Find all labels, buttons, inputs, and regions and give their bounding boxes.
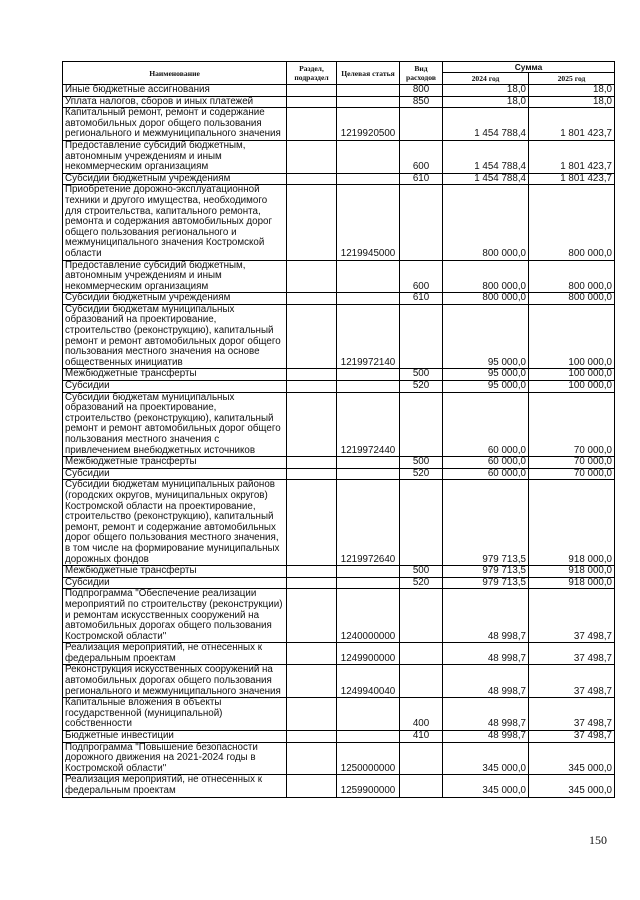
row-name: Уплата налогов, сборов и иных платежей bbox=[63, 96, 287, 108]
row-target: 1219945000 bbox=[337, 185, 400, 260]
row-sum-2025: 100 000,0 bbox=[529, 304, 615, 369]
row-section bbox=[287, 665, 337, 698]
row-sum-2025: 18,0 bbox=[529, 96, 615, 108]
row-name: Субсидии бюджетным учреждениям bbox=[63, 173, 287, 185]
header-year-2024: 2024 год bbox=[443, 73, 529, 85]
table-row bbox=[63, 392, 615, 457]
table-row bbox=[63, 108, 615, 141]
row-name: Реконструкция искусственных сооружений на автомобильных дорогах общего пользования регионального и межмуниципального значения bbox=[63, 665, 287, 698]
table-row bbox=[63, 457, 615, 469]
row-name: Субсидии бюджетным учреждениям bbox=[63, 293, 287, 305]
row-target: 1249940040 bbox=[337, 665, 400, 698]
table-row bbox=[63, 698, 615, 731]
row-name: Приобретение дорожно-эксплуатационной техники и другого имущества, необходимого для строительства, капитального ремонта, ремонта и содержания автомобильных дорог общего пользования регионального и межмуниципального значения Костромской области bbox=[63, 185, 287, 260]
row-sum-2025: 345 000,0 bbox=[529, 742, 615, 775]
row-target: 1219972440 bbox=[337, 392, 400, 457]
row-kind: 520 bbox=[400, 468, 443, 480]
header-sum: Сумма bbox=[443, 62, 615, 73]
row-sum-2024: 800 000,0 bbox=[443, 185, 529, 260]
row-section bbox=[287, 480, 337, 566]
row-name: Реализация мероприятий, не отнесенных к федеральным проектам bbox=[63, 775, 287, 797]
row-sum-2024: 48 998,7 bbox=[443, 643, 529, 665]
row-name: Капитальные вложения в объекты государственной (муниципальной) собственности bbox=[63, 698, 287, 731]
page-number: 150 bbox=[589, 833, 607, 847]
row-sum-2025: 918 000,0 bbox=[529, 480, 615, 566]
row-sum-2025: 800 000,0 bbox=[529, 185, 615, 260]
table-row bbox=[63, 589, 615, 643]
row-target: 1219920500 bbox=[337, 108, 400, 141]
row-sum-2024: 95 000,0 bbox=[443, 381, 529, 393]
row-kind bbox=[400, 480, 443, 566]
table-row bbox=[63, 260, 615, 293]
row-sum-2024: 60 000,0 bbox=[443, 392, 529, 457]
table-row bbox=[63, 468, 615, 480]
row-section bbox=[287, 566, 337, 578]
row-kind: 400 bbox=[400, 698, 443, 731]
row-sum-2025: 100 000,0 bbox=[529, 381, 615, 393]
table-row bbox=[63, 731, 615, 743]
row-section bbox=[287, 140, 337, 173]
row-sum-2025: 1 801 423,7 bbox=[529, 108, 615, 141]
row-section bbox=[287, 775, 337, 797]
row-kind bbox=[400, 643, 443, 665]
row-sum-2025: 70 000,0 bbox=[529, 457, 615, 469]
row-section bbox=[287, 85, 337, 97]
table-row bbox=[63, 381, 615, 393]
row-name: Предоставление субсидий бюджетным, автономным учреждениям и иным некоммерческим организациям bbox=[63, 140, 287, 173]
row-target bbox=[337, 85, 400, 97]
row-sum-2025: 37 498,7 bbox=[529, 643, 615, 665]
budget-table bbox=[62, 61, 615, 798]
row-section bbox=[287, 173, 337, 185]
row-section bbox=[287, 577, 337, 589]
row-sum-2024: 48 998,7 bbox=[443, 698, 529, 731]
row-sum-2024: 1 454 788,4 bbox=[443, 108, 529, 141]
table-row bbox=[63, 665, 615, 698]
table-row bbox=[63, 293, 615, 305]
row-target: 1219972140 bbox=[337, 304, 400, 369]
table-header bbox=[63, 62, 615, 85]
row-kind bbox=[400, 185, 443, 260]
row-kind: 500 bbox=[400, 457, 443, 469]
table-row bbox=[63, 304, 615, 369]
row-kind bbox=[400, 665, 443, 698]
row-sum-2025: 800 000,0 bbox=[529, 260, 615, 293]
row-section bbox=[287, 260, 337, 293]
row-sum-2025: 1 801 423,7 bbox=[529, 140, 615, 173]
table-row bbox=[63, 185, 615, 260]
row-kind bbox=[400, 108, 443, 141]
row-sum-2025: 37 498,7 bbox=[529, 698, 615, 731]
row-sum-2024: 800 000,0 bbox=[443, 260, 529, 293]
row-name: Субсидии бюджетам муниципальных образований на проектирование, строительство (реконструкцию), капитальный ремонт и ремонт автомобильных дорог общего пользования местного значения с привлечением внебюджетных источников bbox=[63, 392, 287, 457]
row-sum-2024: 60 000,0 bbox=[443, 468, 529, 480]
row-kind bbox=[400, 392, 443, 457]
row-sum-2024: 95 000,0 bbox=[443, 369, 529, 381]
row-sum-2024: 345 000,0 bbox=[443, 775, 529, 797]
row-sum-2025: 37 498,7 bbox=[529, 731, 615, 743]
table-row bbox=[63, 85, 615, 97]
row-name: Межбюджетные трансферты bbox=[63, 566, 287, 578]
header-year-2025: 2025 год bbox=[529, 73, 615, 85]
row-name: Субсидии бюджетам муниципальных образований на проектирование, строительство (реконструкцию), капитальный ремонт и ремонт автомобильных дорог общего пользования местного значения на основе общественных инициатив bbox=[63, 304, 287, 369]
table-row bbox=[63, 369, 615, 381]
row-sum-2024: 345 000,0 bbox=[443, 742, 529, 775]
row-target bbox=[337, 140, 400, 173]
header-section: Раздел, подраздел bbox=[287, 62, 337, 85]
row-section bbox=[287, 304, 337, 369]
row-name: Межбюджетные трансферты bbox=[63, 457, 287, 469]
row-target: 1219972640 bbox=[337, 480, 400, 566]
row-section bbox=[287, 742, 337, 775]
row-target bbox=[337, 369, 400, 381]
row-kind: 610 bbox=[400, 293, 443, 305]
row-sum-2024: 800 000,0 bbox=[443, 293, 529, 305]
row-name: Бюджетные инвестиции bbox=[63, 731, 287, 743]
row-sum-2024: 60 000,0 bbox=[443, 457, 529, 469]
row-section bbox=[287, 108, 337, 141]
row-kind: 610 bbox=[400, 173, 443, 185]
row-target bbox=[337, 457, 400, 469]
row-target: 1240000000 bbox=[337, 589, 400, 643]
row-kind bbox=[400, 775, 443, 797]
row-name: Иные бюджетные ассигнования bbox=[63, 85, 287, 97]
table-row bbox=[63, 775, 615, 797]
row-name: Межбюджетные трансферты bbox=[63, 369, 287, 381]
row-section bbox=[287, 643, 337, 665]
row-name: Субсидии bbox=[63, 577, 287, 589]
row-sum-2024: 979 713,5 bbox=[443, 480, 529, 566]
row-sum-2024: 979 713,5 bbox=[443, 566, 529, 578]
row-sum-2024: 18,0 bbox=[443, 96, 529, 108]
header-target: Целевая статья bbox=[337, 62, 400, 85]
row-sum-2025: 18,0 bbox=[529, 85, 615, 97]
table-row bbox=[63, 577, 615, 589]
row-sum-2025: 800 000,0 bbox=[529, 293, 615, 305]
row-target: 1249900000 bbox=[337, 643, 400, 665]
row-target: 1250000000 bbox=[337, 742, 400, 775]
row-kind: 500 bbox=[400, 369, 443, 381]
row-kind bbox=[400, 742, 443, 775]
row-target bbox=[337, 577, 400, 589]
table-row bbox=[63, 742, 615, 775]
row-target bbox=[337, 173, 400, 185]
row-name: Предоставление субсидий бюджетным, автономным учреждениям и иным некоммерческим организациям bbox=[63, 260, 287, 293]
table-row bbox=[63, 566, 615, 578]
row-name: Субсидии бюджетам муниципальных районов (городских округов, муниципальных округов) Костромской области на проектирование, строительство (реконструкцию), капитальный ремонт, ремонт и содержание автомобильных дорог общего пользования местного значения, в том числе на формирование муниципальных дорожных фондов bbox=[63, 480, 287, 566]
row-kind: 600 bbox=[400, 140, 443, 173]
row-section bbox=[287, 731, 337, 743]
row-section bbox=[287, 185, 337, 260]
row-name: Субсидии bbox=[63, 468, 287, 480]
row-sum-2024: 1 454 788,4 bbox=[443, 173, 529, 185]
row-section bbox=[287, 392, 337, 457]
row-target bbox=[337, 566, 400, 578]
row-section bbox=[287, 468, 337, 480]
row-target bbox=[337, 731, 400, 743]
row-target bbox=[337, 468, 400, 480]
row-kind: 600 bbox=[400, 260, 443, 293]
row-sum-2024: 18,0 bbox=[443, 85, 529, 97]
row-section bbox=[287, 293, 337, 305]
row-target bbox=[337, 96, 400, 108]
row-section bbox=[287, 96, 337, 108]
row-section bbox=[287, 457, 337, 469]
row-section bbox=[287, 369, 337, 381]
row-kind: 800 bbox=[400, 85, 443, 97]
table-row bbox=[63, 480, 615, 566]
row-target bbox=[337, 698, 400, 731]
row-kind: 850 bbox=[400, 96, 443, 108]
table-body bbox=[63, 85, 615, 798]
table-row bbox=[63, 96, 615, 108]
row-sum-2025: 37 498,7 bbox=[529, 665, 615, 698]
row-target bbox=[337, 260, 400, 293]
row-sum-2025: 100 000,0 bbox=[529, 369, 615, 381]
row-kind: 500 bbox=[400, 566, 443, 578]
row-sum-2025: 918 000,0 bbox=[529, 577, 615, 589]
row-kind: 520 bbox=[400, 577, 443, 589]
table-row bbox=[63, 643, 615, 665]
row-name: Реализация мероприятий, не отнесенных к федеральным проектам bbox=[63, 643, 287, 665]
row-kind bbox=[400, 589, 443, 643]
row-kind: 410 bbox=[400, 731, 443, 743]
row-sum-2024: 95 000,0 bbox=[443, 304, 529, 369]
row-name: Капитальный ремонт, ремонт и содержание автомобильных дорог общего пользования регионального и межмуниципального значения bbox=[63, 108, 287, 141]
row-sum-2025: 918 000,0 bbox=[529, 566, 615, 578]
row-sum-2024: 1 454 788,4 bbox=[443, 140, 529, 173]
row-section bbox=[287, 589, 337, 643]
row-name: Подпрограмма "Обеспечение реализации мероприятий по строительству (реконструкции) и ремонтам искусственных сооружений на автомобильных дорогах общего пользования Костромской области" bbox=[63, 589, 287, 643]
row-sum-2025: 1 801 423,7 bbox=[529, 173, 615, 185]
row-sum-2025: 70 000,0 bbox=[529, 392, 615, 457]
header-kind: Вид расходов bbox=[400, 62, 443, 85]
row-kind bbox=[400, 304, 443, 369]
row-target bbox=[337, 381, 400, 393]
row-section bbox=[287, 698, 337, 731]
row-section bbox=[287, 381, 337, 393]
row-sum-2025: 37 498,7 bbox=[529, 589, 615, 643]
table-row bbox=[63, 140, 615, 173]
row-sum-2024: 48 998,7 bbox=[443, 589, 529, 643]
row-sum-2025: 70 000,0 bbox=[529, 468, 615, 480]
row-kind: 520 bbox=[400, 381, 443, 393]
header-name: Наименование bbox=[63, 62, 287, 85]
row-sum-2025: 345 000,0 bbox=[529, 775, 615, 797]
row-name: Субсидии bbox=[63, 381, 287, 393]
row-sum-2024: 48 998,7 bbox=[443, 665, 529, 698]
row-sum-2024: 979 713,5 bbox=[443, 577, 529, 589]
table-row bbox=[63, 173, 615, 185]
row-sum-2024: 48 998,7 bbox=[443, 731, 529, 743]
row-target bbox=[337, 293, 400, 305]
row-name: Подпрограмма "Повышение безопасности дорожного движения на 2021-2024 годы в Костромской области" bbox=[63, 742, 287, 775]
row-target: 1259900000 bbox=[337, 775, 400, 797]
